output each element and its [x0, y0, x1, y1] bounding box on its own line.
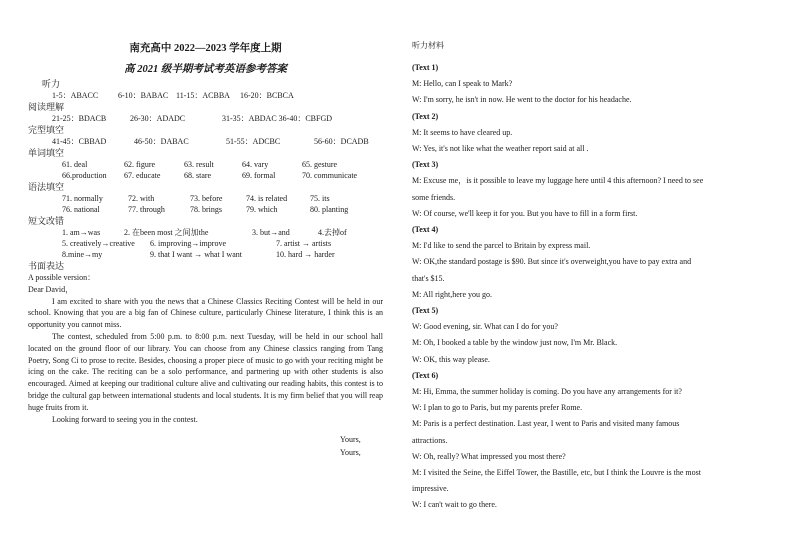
transcript-line: M: Hi, Emma, the summer holiday is coming. Do you have any arrangements for it? [412, 387, 682, 397]
answer-item: 10. hard → harder [276, 250, 335, 259]
answer-item: 74. is related [246, 194, 288, 203]
letter-paragraph: I am excited to share with you the news that a Chinese Classics Reciting Contest will be held in our school. Knowing that you are a big fan of Chinese culture, particularly Chinese literature, I think this is an opportunity you cannot miss. [28, 296, 383, 330]
document-subtitle: 高 2021 级半期考试考英语参考答案 [124, 64, 287, 75]
transcript-line: W: Yes, it's not like what the weather report said at all . [412, 144, 589, 154]
answer-item: 5. creatively→creative [62, 239, 135, 248]
transcript-line: W: I can't wait to go there. [412, 500, 497, 510]
section-label-writing: 书面表达 [28, 261, 65, 271]
answer-item: 69. formal [242, 171, 276, 180]
answer-key-column [28, 40, 383, 459]
answer-item: 65. gesture [302, 160, 338, 169]
answer-item: 71. normally [62, 194, 103, 203]
writing-version-label: A possible version： [28, 273, 96, 282]
answer-row-correction-1 [28, 227, 383, 238]
answer-item: 6-10：BABAC [118, 91, 169, 100]
transcript-text-label: (Text 6) [412, 370, 439, 380]
transcript-line: M: Hello, can I speak to Mark? [412, 79, 513, 89]
answer-item: 76. national [62, 205, 100, 214]
transcript-line: attractions. [412, 435, 448, 445]
answer-item: 41-45：CBBAD [52, 137, 107, 146]
answer-item: 67. educate [124, 171, 161, 180]
transcript-line: W: Oh, really? What impressed you most there? [412, 451, 566, 461]
answer-row-words-2 [28, 170, 383, 181]
answer-item: 8.mine→my [62, 250, 103, 259]
section-label-words: 单词填空 [28, 148, 65, 158]
answer-item: 61. deal [62, 160, 88, 169]
answer-item: 6. improving→improve [150, 239, 226, 248]
document-title: 南充高中 2022—2023 学年度上期 [129, 43, 282, 54]
letter-closing: Yours, [340, 448, 361, 458]
transcript-text-label: (Text 4) [412, 225, 439, 235]
answer-item: 2. 在been most 之间加the [124, 228, 209, 237]
transcript-line: W: OK,the standard postage is $90. But since it's overweight,you have to pay extra and [412, 257, 692, 267]
answer-item: 26-30：ADADC [130, 114, 186, 123]
answer-item: 66.production [62, 171, 107, 180]
transcript-line: W: I'm sorry, he isn't in now. He went to the doctor for his headache. [412, 95, 632, 105]
letter-paragraph: The contest, scheduled from 5:00 p.m. to 8:00 p.m. next Tuesday, will be held in our school hall located on the ground floor of our library. You can choose from any Chinese classics ranging from Tang Poetry, Song Ci to prose to recite. Besides, choosing a proper piece of music to go with your reciting might be icing on the cake. The reciting can be a solo performance, and partnering up with other students is also encouraged. Aimed at keeping our traditional culture alive and cultivating our reading habits, this contest is to bridge the cultural gap between international students and local students. It is my firm belief that you will reap huge fruits from it. [28, 331, 383, 412]
answer-item: 9. that I want → what I want [150, 250, 242, 259]
answer-row-reading [28, 113, 383, 124]
answer-item: 77. through [128, 205, 165, 214]
answer-row-correction-2 [28, 238, 383, 249]
transcript-line: W: Of course, we'll keep it for you. But you have to fill in a form first. [412, 208, 638, 218]
answer-row-correction-3 [28, 249, 383, 260]
answer-row-grammar-2 [28, 204, 383, 215]
letter-paragraph: Looking forward to seeing you in the contest. [52, 414, 198, 424]
letter-closing: Yours, [340, 435, 361, 445]
transcript-line: M: I visited the Seine, the Eiffel Tower, the Bastille, etc, but I think the Louvre is the most [412, 468, 701, 478]
answer-item: 4.去掉of [318, 228, 347, 237]
answer-item: 11-15：ACBBA [176, 91, 230, 100]
letter-greeting: Dear David， [28, 284, 74, 294]
answer-item: 62. figure [124, 160, 156, 169]
listening-transcript-column [412, 40, 772, 514]
answer-item: 70. communicate [302, 171, 358, 180]
answer-item: 51-55：ADCBC [226, 137, 281, 146]
transcript-body [412, 60, 772, 514]
answer-item: 78. brings [190, 205, 222, 214]
section-label-cloze: 完型填空 [28, 125, 65, 135]
transcript-line: some friends. [412, 192, 456, 202]
answer-item: 7. artist → artists [276, 239, 332, 248]
answer-item: 75. its [310, 194, 330, 203]
answer-item: 1. am→was [62, 228, 101, 237]
answer-item: 79. which [246, 205, 278, 214]
answer-row-grammar-1 [28, 193, 383, 204]
transcript-line: M: All right,here you go. [412, 289, 492, 299]
transcript-line: M: It seems to have cleared up. [412, 127, 513, 137]
section-label-correction: 短文改错 [28, 216, 65, 226]
transcript-text-label: (Text 2) [412, 111, 439, 121]
transcript-line: W: Good evening, sir. What can I do for you? [412, 322, 558, 332]
transcript-text-label: (Text 5) [412, 306, 439, 316]
transcript-text-label: (Text 1) [412, 63, 439, 72]
answer-item: 73. before [190, 194, 223, 203]
answer-item: 80. planting [310, 205, 349, 214]
transcript-line: M: Excuse me，is it possible to leave my luggage here until 4 this afternoon? I need to see [412, 176, 704, 186]
section-label-listening: 听力 [42, 79, 61, 89]
transcript-line: that's $15. [412, 273, 445, 283]
answer-item: 21-25：BDACB [52, 114, 107, 123]
transcript-line: W: I plan to go to Paris, but my parents prefer Rome. [412, 403, 583, 413]
transcript-line: M: Oh, I booked a table by the window just now, I'm Mr. Black. [412, 338, 618, 348]
transcript-line: W: OK, this way please. [412, 354, 490, 364]
answer-item: 16-20：BCBCA [240, 91, 294, 100]
answer-item: 3. but→and [252, 228, 290, 237]
answer-item: 68. stare [184, 171, 212, 180]
transcript-line: M: I'd like to send the parcel to Britain by express mail. [412, 241, 591, 251]
answer-item: 63. result [184, 160, 214, 169]
transcript-line: M: Paris is a perfect destination. Last year, I went to Paris and visited many famous [412, 419, 680, 429]
answer-item: 64. vary [242, 160, 269, 169]
answer-item: 56-60：DCADB [314, 137, 369, 146]
answer-item: 72. with [128, 194, 155, 203]
answer-item: 1-5：ABACC [52, 91, 99, 100]
answer-row-listening [28, 90, 383, 101]
answer-row-cloze [28, 136, 383, 147]
section-label-reading: 阅读理解 [28, 102, 65, 112]
transcript-heading: 听力材料 [412, 41, 444, 50]
section-label-grammar: 语法填空 [28, 182, 65, 192]
transcript-line: impressive. [412, 484, 449, 494]
answer-item: 31-35：ABDAC 36-40：CBFGD [222, 114, 333, 123]
answer-item: 46-50：DABAC [134, 137, 189, 146]
transcript-text-label: (Text 3) [412, 160, 439, 170]
answer-row-words-1 [28, 159, 383, 170]
